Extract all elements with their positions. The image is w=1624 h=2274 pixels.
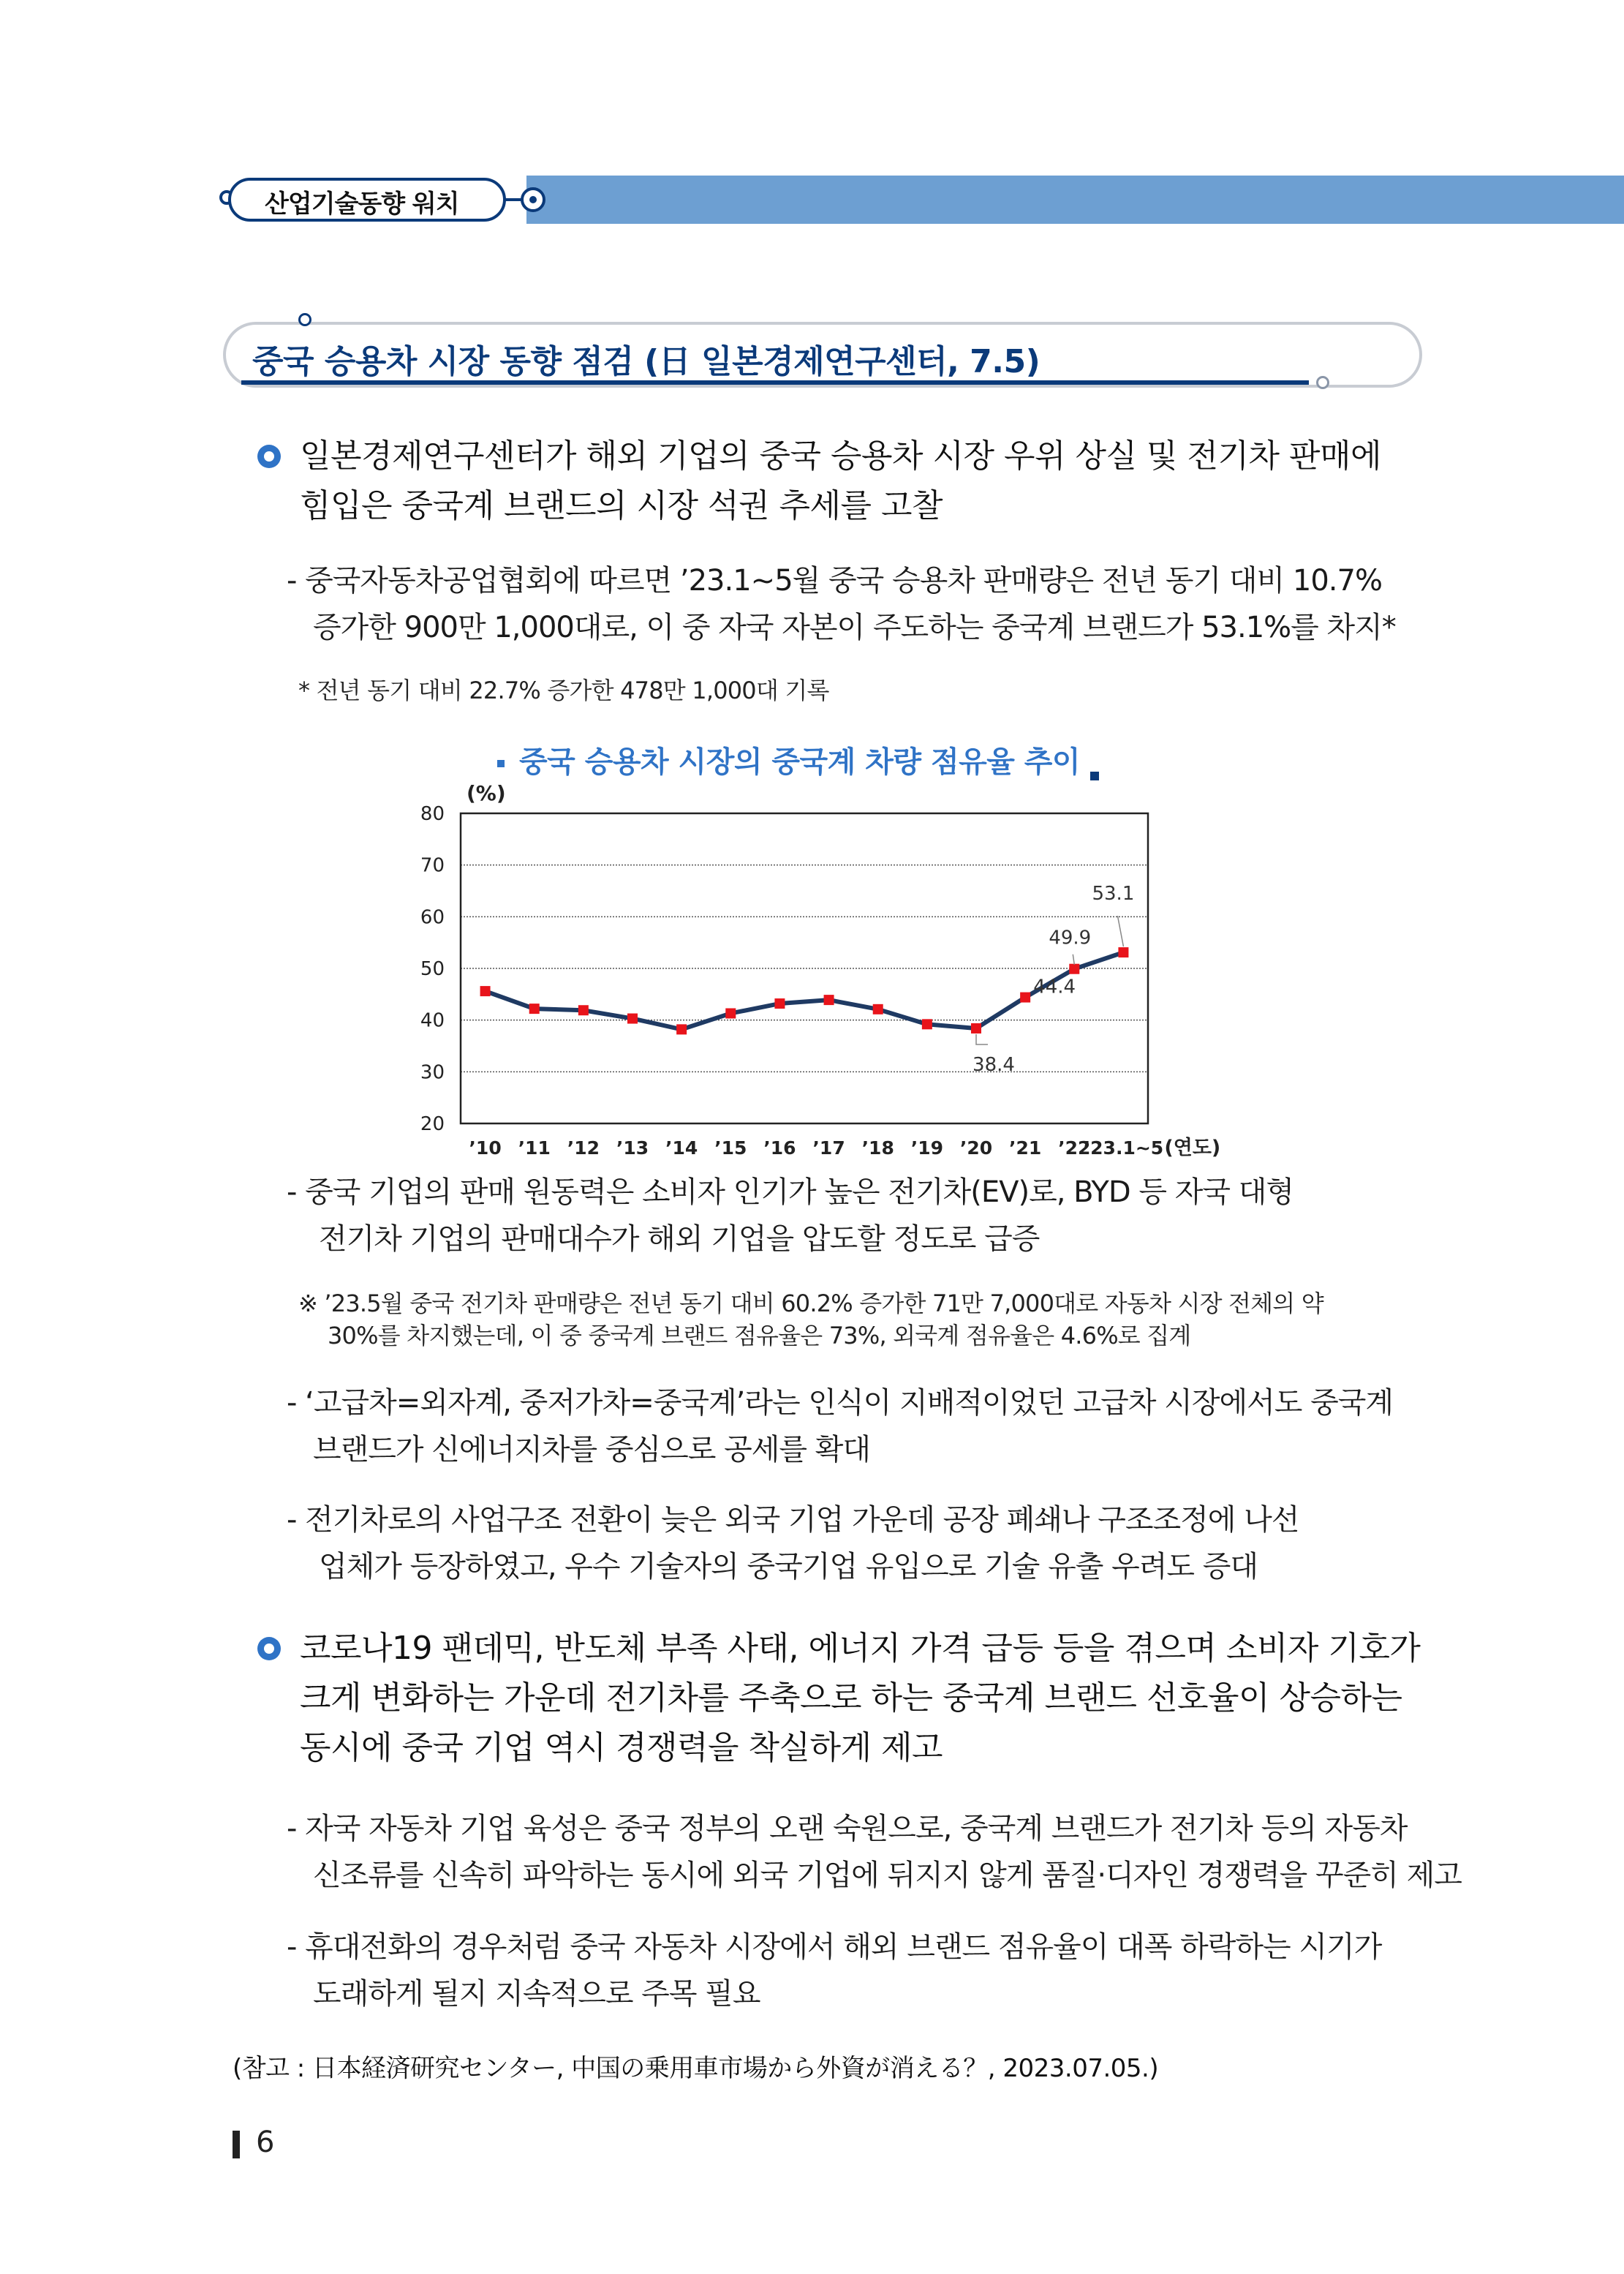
x-tick-label: ’20 bbox=[959, 1137, 993, 1159]
bullet2-line: 크게 변화하는 가운데 전기차를 주축으로 하는 중국계 브랜드 선호율이 상승하는 bbox=[300, 1679, 1402, 1717]
sub-line: - 중국자동차공업협회에 따르면 ’23.1~5월 중국 승용차 판매량은 전년 동기 대비 10.7% bbox=[287, 564, 1382, 598]
sub-line: 브랜드가 신에너지차를 중심으로 공세를 확대 bbox=[313, 1433, 871, 1467]
label-leader-line bbox=[1073, 955, 1074, 965]
x-tick-label: ’17 bbox=[812, 1137, 845, 1159]
note-line: 30%를 차지했는데, 이 중 중국계 브랜드 점유율은 73%, 외국계 점유율은 4.6%로 집계 bbox=[328, 1322, 1191, 1349]
bullet1-note1 bbox=[298, 674, 829, 707]
x-tick-label: ’19 bbox=[910, 1137, 944, 1159]
bullet-icon bbox=[257, 445, 281, 468]
x-tick-label: ’10 bbox=[469, 1137, 502, 1159]
sub-line: - 자국 자동차 기업 육성은 중국 정부의 오랜 숙원으로, 중국계 브랜드가 전기차 등의 자동차 bbox=[287, 1812, 1408, 1845]
data-label: 49.9 bbox=[1049, 927, 1092, 949]
section-dot-bottom bbox=[1316, 376, 1329, 389]
sub-line: - 휴대전화의 경우처럼 중국 자동차 시장에서 해외 브랜드 점유율이 대폭 하락하는 시기가 bbox=[287, 1930, 1382, 1964]
data-point bbox=[578, 1005, 589, 1015]
y-tick-label: 30 bbox=[420, 1061, 445, 1084]
note-line: ※ ’23.5월 중국 전기차 판매량은 전년 동기 대비 60.2% 증가한 71만 7,000대로 자동차 시장 전체의 약 bbox=[298, 1290, 1323, 1317]
sub-line: - 전기차로의 사업구조 전환이 늦은 외국 기업 가운데 공장 폐쇄나 구조조정에 나선 bbox=[287, 1503, 1299, 1537]
bullet1-line: 일본경제연구센터가 해외 기업의 중국 승용차 시장 우위 상실 및 전기차 판매에 bbox=[300, 437, 1381, 475]
x-tick-label: ’14 bbox=[665, 1137, 698, 1159]
bullet1-sub2 bbox=[287, 1169, 1293, 1262]
x-tick-label: ’22 bbox=[1058, 1137, 1091, 1159]
y-axis-label: (%) bbox=[467, 781, 506, 805]
page-number: 6 bbox=[256, 2126, 275, 2159]
reference-citation: (참고 : 日本経済研究センター, 中国の乗用車市場から外資が消える？, 2023.07.05.) bbox=[233, 2054, 1159, 2083]
x-tick-label: ’23.1~5 bbox=[1083, 1137, 1164, 1159]
bullet2-sub1 bbox=[287, 1805, 1462, 1899]
data-point bbox=[1118, 947, 1128, 957]
data-point bbox=[725, 1008, 736, 1018]
data-label: 53.1 bbox=[1092, 883, 1135, 906]
bullet2-line: 동시에 중국 기업 역시 경쟁력을 착실하게 제고 bbox=[300, 1729, 943, 1766]
y-tick-label: 40 bbox=[420, 1009, 445, 1032]
series-line bbox=[486, 952, 1124, 1029]
sub-line: - ‘고급차=외자계, 중저가차=중국계’라는 인식이 지배적이었던 고급차 시장에서도 중국계 bbox=[287, 1386, 1394, 1420]
data-point bbox=[480, 986, 491, 996]
data-label: 44.4 bbox=[1033, 976, 1076, 998]
data-point bbox=[824, 995, 834, 1005]
data-point bbox=[1069, 964, 1079, 974]
data-point bbox=[922, 1019, 932, 1029]
y-tick-label: 60 bbox=[420, 906, 445, 929]
y-tick-label: 80 bbox=[420, 803, 445, 825]
section-dot-top bbox=[298, 313, 311, 326]
bullet1-text bbox=[300, 432, 1426, 531]
page-marker bbox=[233, 2131, 240, 2158]
data-label: 38.4 bbox=[972, 1053, 1015, 1076]
x-tick-label: ’16 bbox=[763, 1137, 796, 1159]
chart-title bbox=[497, 739, 1099, 780]
bullet-icon bbox=[257, 1637, 281, 1660]
x-tick-label: ’12 bbox=[567, 1137, 600, 1159]
bullet2-text bbox=[300, 1624, 1426, 1773]
header-bar bbox=[526, 176, 1624, 224]
bullet1-note2 bbox=[298, 1287, 1323, 1352]
data-point bbox=[1020, 993, 1030, 1003]
chart-title-marker-icon bbox=[497, 760, 505, 767]
bullet1-line: 힘입은 중국계 브랜드의 시장 석권 추세를 고찰 bbox=[300, 487, 943, 524]
x-tick-label: ’21 bbox=[1008, 1137, 1042, 1159]
chart-title-text: 중국 승용차 시장의 중국계 차량 점유율 추이 bbox=[519, 745, 1081, 779]
sub-line: 증가한 900만 1,000대로, 이 중 자국 자본이 주도하는 중국계 브랜드가 53.1%를 차지* bbox=[313, 611, 1396, 644]
data-point bbox=[529, 1004, 540, 1014]
share-line-chart bbox=[409, 775, 1243, 1170]
x-tick-label: ’18 bbox=[861, 1137, 894, 1159]
y-tick-label: 20 bbox=[420, 1113, 445, 1135]
bullet2-line: 코로나19 팬데믹, 반도체 부족 사태, 에너지 가격 급등 등을 겪으며 소비자 기호가 bbox=[300, 1630, 1421, 1667]
bullet2-sub2 bbox=[287, 1924, 1381, 2017]
y-tick-label: 70 bbox=[420, 854, 445, 877]
label-leader-line bbox=[1117, 916, 1123, 946]
sub-line: 업체가 등장하였고, 우수 기술자의 중국기업 유입으로 기술 유출 우려도 증대 bbox=[319, 1550, 1258, 1584]
bullet1-sub3 bbox=[287, 1379, 1393, 1473]
sub-line: 도래하게 될지 지속적으로 주목 필요 bbox=[313, 1977, 760, 2011]
label-leader-line bbox=[976, 1034, 988, 1044]
data-point bbox=[676, 1024, 687, 1034]
x-tick-label: ’13 bbox=[616, 1137, 649, 1159]
data-point bbox=[774, 998, 785, 1009]
section-title: 중국 승용차 시장 동향 점검 (日 일본경제연구센터, 7.5) bbox=[252, 343, 1041, 380]
data-point bbox=[873, 1004, 883, 1014]
sub-line: 전기차 기업의 판매대수가 해외 기업을 압도할 정도로 급증 bbox=[319, 1222, 1040, 1256]
x-tick-label: ’11 bbox=[518, 1137, 551, 1159]
sub-line: 신조류를 신속히 파악하는 동시에 외국 기업에 뒤지지 않게 품질·디자인 경쟁력을 꾸준히 제고 bbox=[313, 1859, 1462, 1892]
y-tick-label: 50 bbox=[420, 958, 445, 980]
x-tick-label: ’15 bbox=[714, 1137, 747, 1159]
bullet1-sub4 bbox=[287, 1496, 1299, 1590]
bullet1-sub1 bbox=[287, 557, 1396, 651]
note-line: * 전년 동기 대비 22.7% 증가한 478만 1,000대 기록 bbox=[298, 677, 829, 704]
data-point bbox=[971, 1023, 981, 1034]
header-right-dot bbox=[521, 187, 545, 212]
sub-line: - 중국 기업의 판매 원동력은 소비자 인기가 높은 전기차(EV)로, BYD 등 자국 대형 bbox=[287, 1175, 1293, 1209]
x-axis-label: (연도) bbox=[1164, 1137, 1221, 1159]
data-point bbox=[627, 1014, 638, 1024]
header-title: 산업기술동향 워치 bbox=[265, 189, 459, 219]
